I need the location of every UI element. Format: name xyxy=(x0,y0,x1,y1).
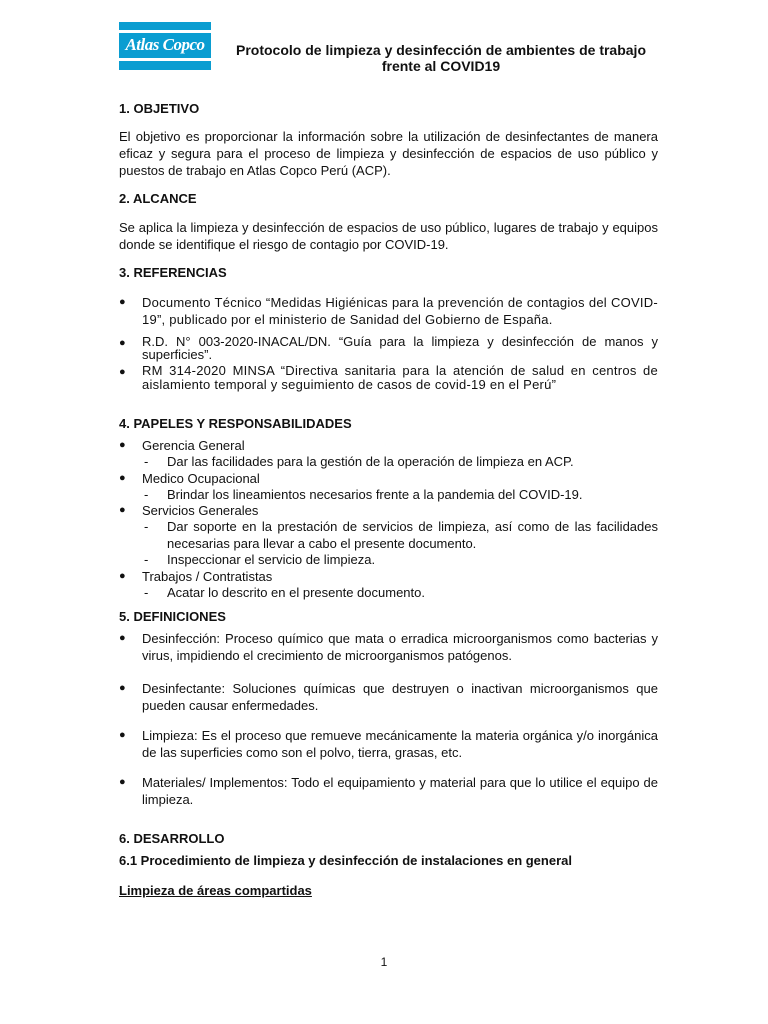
bullet-dot: ● xyxy=(119,682,126,694)
role-name: Medico Ocupacional xyxy=(142,471,260,486)
logo-stripe-bottom xyxy=(119,58,211,61)
underlined-heading: Limpieza de áreas compartidas xyxy=(119,883,312,898)
page-number: 1 xyxy=(380,955,388,969)
duty-text: Dar las facilidades para la gestión de la operación de limpieza en ACP. xyxy=(167,454,574,469)
bullet-dot: ● xyxy=(119,337,126,349)
bullet-dot: ● xyxy=(119,439,126,451)
definition-text: Limpieza: Es el proceso que remueve mecánicamente la materia orgánica y/o inorgánica de las superficies como son el polvo, tierra, grasas, etc. xyxy=(142,728,658,760)
bullet-dot: ● xyxy=(119,776,126,788)
role-name: Trabajos / Contratistas xyxy=(142,569,273,584)
section-heading-objetivo: 1. OBJETIVO xyxy=(119,101,200,116)
bullet-dot: ● xyxy=(119,504,126,516)
bullet-dot: ● xyxy=(119,472,126,484)
atlas-copco-logo xyxy=(119,22,211,70)
duty-text: Brindar los lineamientos necesarios frente a la pandemia del COVID-19. xyxy=(167,487,583,502)
dash-marker: - xyxy=(144,487,149,502)
dash-marker: - xyxy=(144,519,149,534)
bullet-dot: ● xyxy=(119,729,126,741)
dash-marker: - xyxy=(144,454,149,469)
definition-text: Materiales/ Implementos: Todo el equipamiento y material para que lo utilice el equipo de limpieza. xyxy=(142,775,658,807)
duty-text: Dar soporte en la prestación de servicios de limpieza, así como de las facilidades necesarias para llevar a cabo el presente documento. xyxy=(167,519,658,551)
logo-stripe-top xyxy=(119,30,211,33)
section-heading-referencias: 3. REFERENCIAS xyxy=(119,265,227,280)
section-heading-desarrollo: 6. DESARROLLO xyxy=(119,831,225,846)
duty-text: Inspeccionar el servicio de limpieza. xyxy=(167,552,376,567)
bullet-dot: ● xyxy=(119,296,126,308)
dash-marker: - xyxy=(144,552,149,567)
document-title: Protocolo de limpieza y desinfección de ambientes de trabajo frente al COVID19 xyxy=(236,42,646,74)
logo-wordmark: Atlas Copco xyxy=(119,34,211,56)
bullet-dot: ● xyxy=(119,366,126,378)
definition-text: Desinfectante: Soluciones químicas que destruyen o inactivan microorganismos que pueden causar enfermedades. xyxy=(142,681,658,713)
bullet-dot: ● xyxy=(119,570,126,582)
reference-text: R.D. N° 003-2020-INACAL/DN. “Guía para la limpieza y desinfección de manos y superficies”. xyxy=(142,334,658,362)
definition-text: Desinfección: Proceso químico que mata o erradica microorganismos como bacterias y virus, impidiendo el crecimiento de microorganismos patógenos. xyxy=(142,631,658,663)
section-heading-definiciones: 5. DEFINICIONES xyxy=(119,609,226,624)
role-name: Gerencia General xyxy=(142,438,245,453)
objetivo-paragraph: El objetivo es proporcionar la información sobre la utilización de desinfectantes de manera eficaz y segura para el proceso de limpieza y desinfección de espacios de uso público y puestos de trabajo en Atlas Copco Perú (ACP). xyxy=(119,129,658,178)
section-heading-papeles: 4. PAPELES Y RESPONSABILIDADES xyxy=(119,416,352,431)
alcance-paragraph: Se aplica la limpieza y desinfección de espacios de uso público, lugares de trabajo y equipos donde se identifique el riesgo de contagio por COVID-19. xyxy=(119,220,658,252)
reference-text: Documento Técnico “Medidas Higiénicas para la prevención de contagios del COVID-19”, publicado por el ministerio de Sanidad del Gobierno de España. xyxy=(142,295,658,327)
dash-marker: - xyxy=(144,585,149,600)
role-name: Servicios Generales xyxy=(142,503,259,518)
subsection-heading: 6.1 Procedimiento de limpieza y desinfección de instalaciones en general xyxy=(119,853,572,868)
bullet-dot: ● xyxy=(119,632,126,644)
duty-text: Acatar lo descrito en el presente documento. xyxy=(167,585,425,600)
section-heading-alcance: 2. ALCANCE xyxy=(119,191,197,206)
reference-text: RM 314-2020 MINSA “Directiva sanitaria para la atención de salud en centros de aislamiento temporal y seguimiento de casos de covid-19 en el Perú” xyxy=(142,363,658,392)
